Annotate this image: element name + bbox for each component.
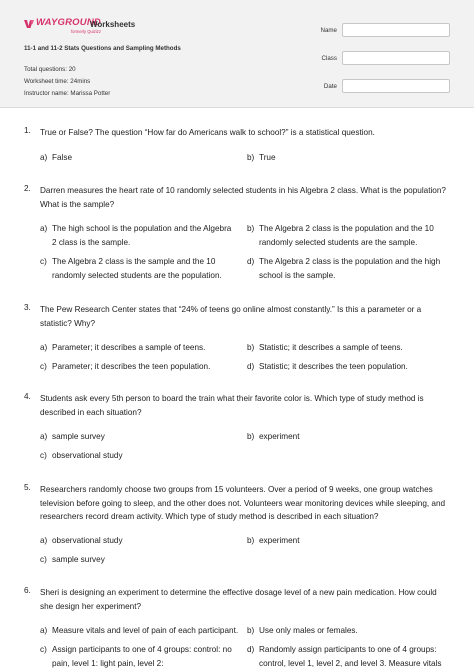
option-text: The Algebra 2 class is the sample and the 10 randomly selected students are the population. [52,257,222,280]
option-text: experiment [259,536,300,545]
option-text: The Algebra 2 class is the population and the high school is the sample. [259,257,441,280]
option-text: Statistic; it describes a sample of teens. [259,343,403,352]
option-text: Measure vitals and level of pain of each participant. [52,626,239,635]
question-number: 3. [24,303,31,312]
option-letter: a) [40,432,48,441]
class-field[interactable] [342,51,450,65]
option-letter: c) [40,555,47,564]
option-letter: a) [40,536,48,545]
option-letter: b) [247,626,255,635]
option-text: sample survey [52,555,105,564]
option-letter: a) [40,153,48,162]
question-number: 4. [24,392,31,401]
worksheet-header [0,0,474,108]
name-field[interactable] [342,23,450,37]
worksheet-time: Worksheet time: 24mins [24,78,91,85]
option-text: Use only males or females. [259,626,358,635]
option-text: Parameter; it describes a sample of teens. [52,343,206,352]
option-letter: d) [247,645,255,654]
question-text: The Pew Research Center states that “24% of teens go online almost constantly.” Is this a parameter or a statistic? Why? [40,305,422,328]
option-text: Randomly assign participants to one of 4 groups: control, level 1, level 2, and level 3. Measure vitals [259,645,442,668]
name-label: Name [320,27,337,34]
option-letter: c) [40,645,47,654]
option-text: observational study [52,451,123,460]
option-letter: a) [40,224,48,233]
question-text: Sheri is designing an experiment to determine the effective dosage level of a new pain medication. How could she design her experiment? [40,588,437,611]
app-title: Worksheets [90,20,136,29]
option-letter: a) [40,626,48,635]
option-text: Statistic; it describes the teen population. [259,362,408,371]
question-text: Researchers randomly choose two groups from 15 volunteers. Over a period of 9 weeks, one group watches television before going to sleep, and the other does not. Volunteers wear monitoring devices while sleeping, and researchers record dream activity. Which type of study method is described in each situation? [40,485,446,521]
instructor-name: Instructor name: Marissa Potter [24,90,111,97]
total-questions: Total questions: 20 [24,66,76,73]
option-text: The high school is the population and the Algebra 2 class is the sample. [52,224,232,247]
option-text: The Algebra 2 class is the population and the 10 randomly selected students are the sample. [259,224,434,247]
worksheet-title: 11-1 and 11-2 Stats Questions and Sampling Methods [24,45,181,52]
date-label: Date [323,83,337,90]
option-letter: a) [40,343,48,352]
option-letter: b) [247,432,255,441]
class-label: Class [321,55,337,62]
question-text: True or False? The question “How far do Americans walk to school?” is a statistical question. [40,128,375,137]
question-number: 1. [24,126,31,135]
question-number: 2. [24,184,31,193]
question-text: Students ask every 5th person to board the train what their favorite color is. Which type of study method is described in each situation? [40,394,424,417]
option-text: experiment [259,432,300,441]
option-letter: c) [40,362,47,371]
option-letter: c) [40,257,47,266]
option-letter: b) [247,343,255,352]
question-number: 5. [24,483,31,492]
question-text: Darren measures the heart rate of 10 randomly selected students in his Algebra 2 class. What is the population? What is the sample? [40,186,446,209]
date-field[interactable] [342,79,450,93]
option-text: observational study [52,536,123,545]
brand-name: WAYGROUND [36,17,101,28]
option-text: Parameter; it describes the teen population. [52,362,211,371]
option-letter: d) [247,257,255,266]
option-letter: d) [247,362,255,371]
option-text: sample survey [52,432,105,441]
option-text: Assign participants to one of 4 groups: control: no pain, level 1: light pain, level 2: [52,645,232,668]
option-text: False [52,153,73,162]
option-letter: b) [247,224,255,233]
wayground-logo-icon [24,19,34,29]
option-letter: b) [247,153,255,162]
option-letter: c) [40,451,47,460]
brand-subtitle: formerly Quizizz [70,29,101,34]
option-text: True [259,153,276,162]
question-number: 6. [24,586,31,595]
option-letter: b) [247,536,255,545]
